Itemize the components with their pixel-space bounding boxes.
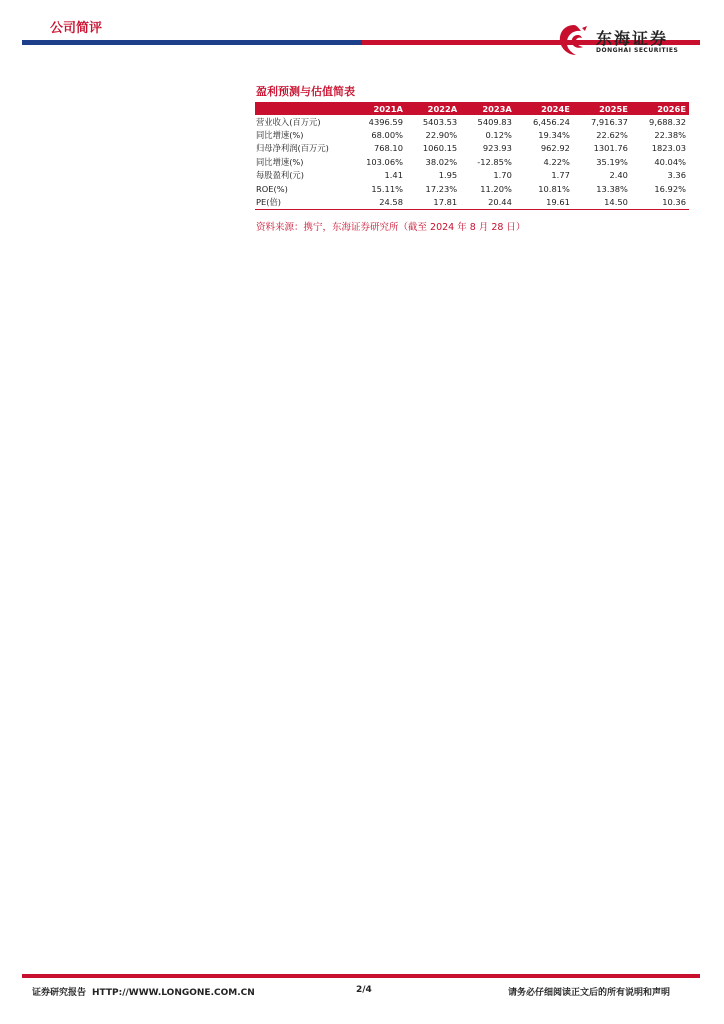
table-row	[255, 142, 689, 155]
header-cell-corner	[255, 102, 348, 115]
column-header: 2022A	[406, 102, 460, 115]
row-label: 每股盈利(元)	[256, 170, 304, 181]
table-cell: 923.93	[482, 143, 512, 154]
table-cell: 2.40	[609, 170, 628, 181]
table-cell: 17.23%	[425, 183, 458, 194]
table-cell: 4396.59	[368, 116, 403, 127]
table-row	[255, 155, 689, 168]
column-header: 2021A	[348, 102, 406, 115]
table-cell: 19.34%	[538, 130, 570, 141]
table-cell: 10.81%	[538, 183, 570, 194]
table-cell: 40.04%	[654, 156, 686, 167]
table-cell: 103.06%	[366, 156, 403, 167]
table-row	[255, 169, 689, 182]
table-cell: 68.00%	[371, 130, 403, 141]
forecast-table	[255, 102, 689, 210]
table-cell: 6,456.24	[532, 116, 570, 127]
table-source-note: 资料来源：携宁，东海证券研究所（截至 2024 年 8 月 28 日）	[256, 222, 526, 233]
table-cell: 7,916.37	[590, 116, 628, 127]
table-cell: 14.50	[573, 195, 631, 209]
row-label: 同比增速(%)	[256, 130, 304, 141]
table-cell: 35.19%	[596, 156, 628, 167]
table-cell: 22.62%	[596, 130, 628, 141]
column-header: 2025E	[573, 102, 631, 115]
table-cell: 17.81	[406, 195, 460, 209]
header-rule-navy	[22, 40, 362, 45]
donghai-logo	[556, 22, 706, 62]
row-label: PE(倍)	[255, 195, 348, 209]
footer-disclaimer: 请务必仔细阅读正文后的所有说明和声明	[508, 988, 671, 998]
table-cell: 24.58	[348, 195, 406, 209]
page-number: 2/4	[356, 985, 372, 995]
table-cell: 5409.83	[477, 116, 512, 127]
table-cell: 1.95	[438, 170, 458, 181]
row-label: 归母净利润(百万元)	[256, 143, 329, 154]
table-cell: 0.12%	[485, 130, 512, 141]
logo-name-en: DONGHAI SECURITIES	[596, 47, 679, 54]
table-row	[255, 182, 689, 195]
table-cell: 20.44	[460, 195, 515, 209]
table-cell: 11.20%	[480, 183, 512, 194]
table-header-row	[255, 102, 689, 115]
table-cell: 1060.15	[422, 143, 458, 154]
footer-report-label: 证券研究报告	[32, 988, 87, 998]
table-cell: 4.22%	[543, 156, 570, 167]
logo-name-cn: 东海证券	[596, 29, 669, 48]
table-cell: 16.92%	[654, 183, 686, 194]
footer-rule	[22, 974, 700, 978]
table-cell: 3.36	[667, 170, 686, 181]
report-type-label: 公司简评	[50, 21, 103, 36]
table-cell: 1.77	[551, 170, 570, 181]
row-label: ROE(%)	[256, 183, 288, 194]
table-row	[255, 115, 689, 128]
column-header: 2024E	[515, 102, 573, 115]
dragon-emblem-icon	[556, 22, 592, 58]
table-cell: 19.61	[515, 195, 573, 209]
forecast-table-title: 盈利预测与估值简表	[256, 85, 355, 98]
table-row	[255, 128, 689, 141]
table-cell: 1301.76	[593, 143, 628, 154]
table-cell: -12.85%	[477, 156, 512, 167]
column-header: 2023A	[460, 102, 515, 115]
table-cell: 13.38%	[596, 183, 628, 194]
table-cell: 768.10	[373, 143, 403, 154]
table-row	[255, 195, 689, 209]
footer-left	[32, 985, 255, 998]
table-cell: 22.38%	[654, 130, 686, 141]
table-cell: 9,688.32	[649, 116, 686, 127]
footer-website-link[interactable]: HTTP://WWW.LONGONE.COM.CN	[92, 988, 255, 998]
table-cell: 962.92	[540, 143, 570, 154]
row-label: 同比增速(%)	[256, 156, 304, 167]
column-header: 2026E	[631, 102, 689, 115]
table-cell: 22.90%	[425, 130, 458, 141]
row-label: 营业收入(百万元)	[256, 116, 321, 127]
table-cell: 38.02%	[425, 156, 458, 167]
table-cell: 5403.53	[422, 116, 458, 127]
table-cell: 10.36	[631, 195, 689, 209]
table-cell: 1.41	[384, 170, 403, 181]
table-cell: 1823.03	[651, 143, 686, 154]
table-cell: 15.11%	[371, 183, 403, 194]
table-cell: 1.70	[493, 170, 512, 181]
